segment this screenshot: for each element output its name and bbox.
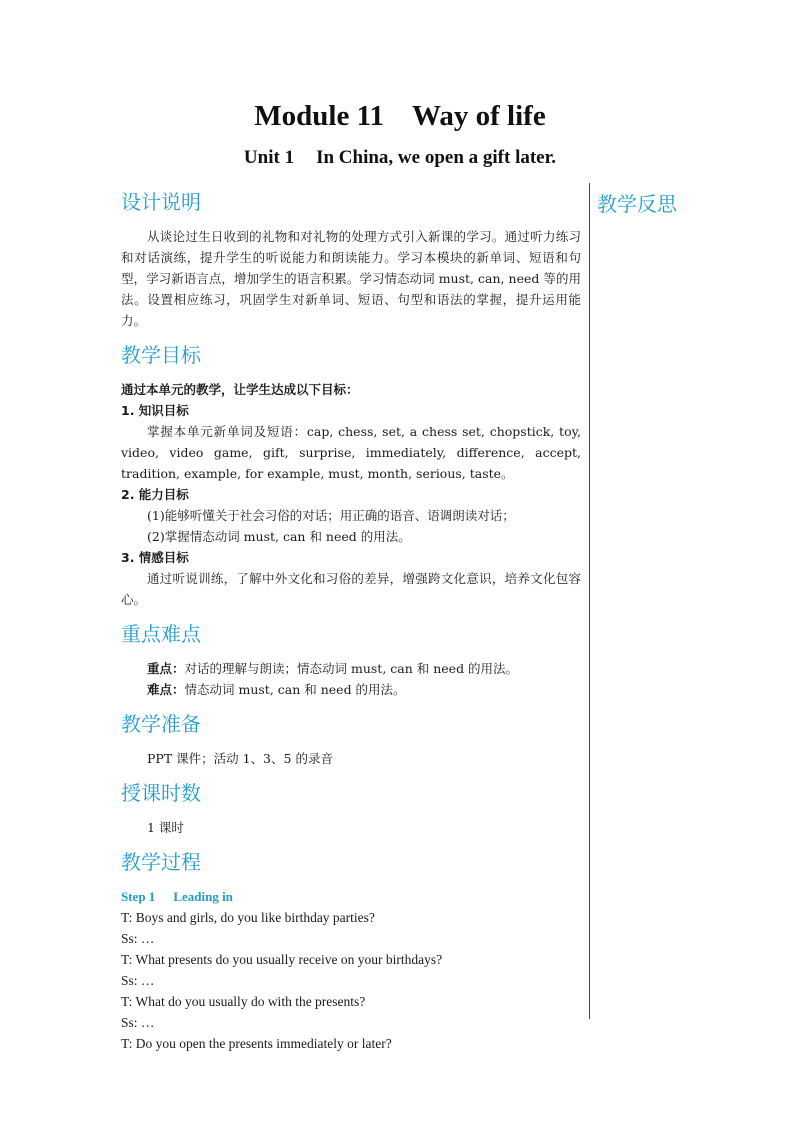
design-heading: 设计说明 <box>121 190 201 214</box>
key-points-heading: 重点难点 <box>121 622 201 646</box>
process-heading: 教学过程 <box>121 850 201 874</box>
module-title <box>0 100 800 133</box>
objectives-intro: 通过本单元的教学，让学生达成以下目标： <box>121 382 359 397</box>
key-points-section <box>121 620 581 700</box>
main-column <box>121 188 581 1064</box>
difficulty-label: 难点： <box>147 682 185 697</box>
step-title <box>121 886 581 907</box>
difficulty-line <box>121 679 581 700</box>
module-name: Way of life <box>412 100 546 132</box>
objectives-section <box>121 341 581 610</box>
preparation-heading: 教学准备 <box>121 712 201 736</box>
unit-number: Unit 1 <box>243 147 295 168</box>
step-name: Leading in <box>173 889 233 904</box>
process-section <box>121 848 581 1054</box>
dialogue-line: Ss: … <box>121 973 155 988</box>
preparation-section <box>121 710 581 769</box>
dialogue-line: Ss: … <box>121 931 155 946</box>
ability-title: 2. 能力目标 <box>121 487 189 502</box>
hours-section <box>121 779 581 838</box>
ability-item-1: (1)能够听懂关于社会习俗的对话；用正确的语音、语调朗读对话； <box>147 508 515 523</box>
column-divider <box>589 183 590 1019</box>
focus-label: 重点： <box>147 661 185 676</box>
dialogue-line: Ss: … <box>121 1015 155 1030</box>
unit-title <box>0 147 800 169</box>
design-section <box>121 188 581 331</box>
step-label: Step 1 <box>121 889 156 904</box>
hours-heading: 授课时数 <box>121 781 201 805</box>
focus-text: 对话的理解与朗读；情态动词 must, can 和 need 的用法。 <box>184 661 519 676</box>
module-number: Module 11 <box>254 100 384 132</box>
reflection-heading: 教学反思 <box>597 192 677 216</box>
emotion-title: 3. 情感目标 <box>121 550 189 565</box>
preparation-text: PPT 课件；活动 1、3、5 的录音 <box>147 751 333 766</box>
difficulty-text: 情态动词 must, can 和 need 的用法。 <box>184 682 406 697</box>
design-text: 从谈论过生日收到的礼物和对礼物的处理方式引入新课的学习。通过听力练习和对话演练，提升学生的听说能力和朗读能力。学习本模块的新单词、短语和句型，学习新语言点，增加学生的语言积累。学习情态动词 must, can, need 等的用法。设置相应练习，巩固学生对新单词、短语、句型和语法的掌握，提升运用能力。 <box>121 229 581 328</box>
knowledge-text: 掌握本单元新单词及短语：cap, chess, set, a chess set, chopstick, toy, video, video game, gift, surprise, immediately, difference, accept, tradition, example, for example, must, month, serious, taste。 <box>121 424 581 481</box>
ability-item-2: (2)掌握情态动词 must, can 和 need 的用法。 <box>147 529 411 544</box>
objectives-heading: 教学目标 <box>121 343 201 367</box>
focus-line <box>121 658 581 679</box>
hours-text: 1 课时 <box>147 820 184 835</box>
unit-name: In China, we open a gift later. <box>316 147 557 168</box>
dialogue-line: T: What presents do you usually receive on your birthdays? <box>121 952 443 967</box>
dialogue-line: T: Boys and girls, do you like birthday parties? <box>121 910 375 925</box>
dialogue-line: T: What do you usually do with the presents? <box>121 994 366 1009</box>
emotion-text: 通过听说训练，了解中外文化和习俗的差异，增强跨文化意识，培养文化包容心。 <box>121 571 581 607</box>
dialogue-line: T: Do you open the presents immediately or later? <box>121 1036 392 1051</box>
knowledge-title: 1. 知识目标 <box>121 403 189 418</box>
